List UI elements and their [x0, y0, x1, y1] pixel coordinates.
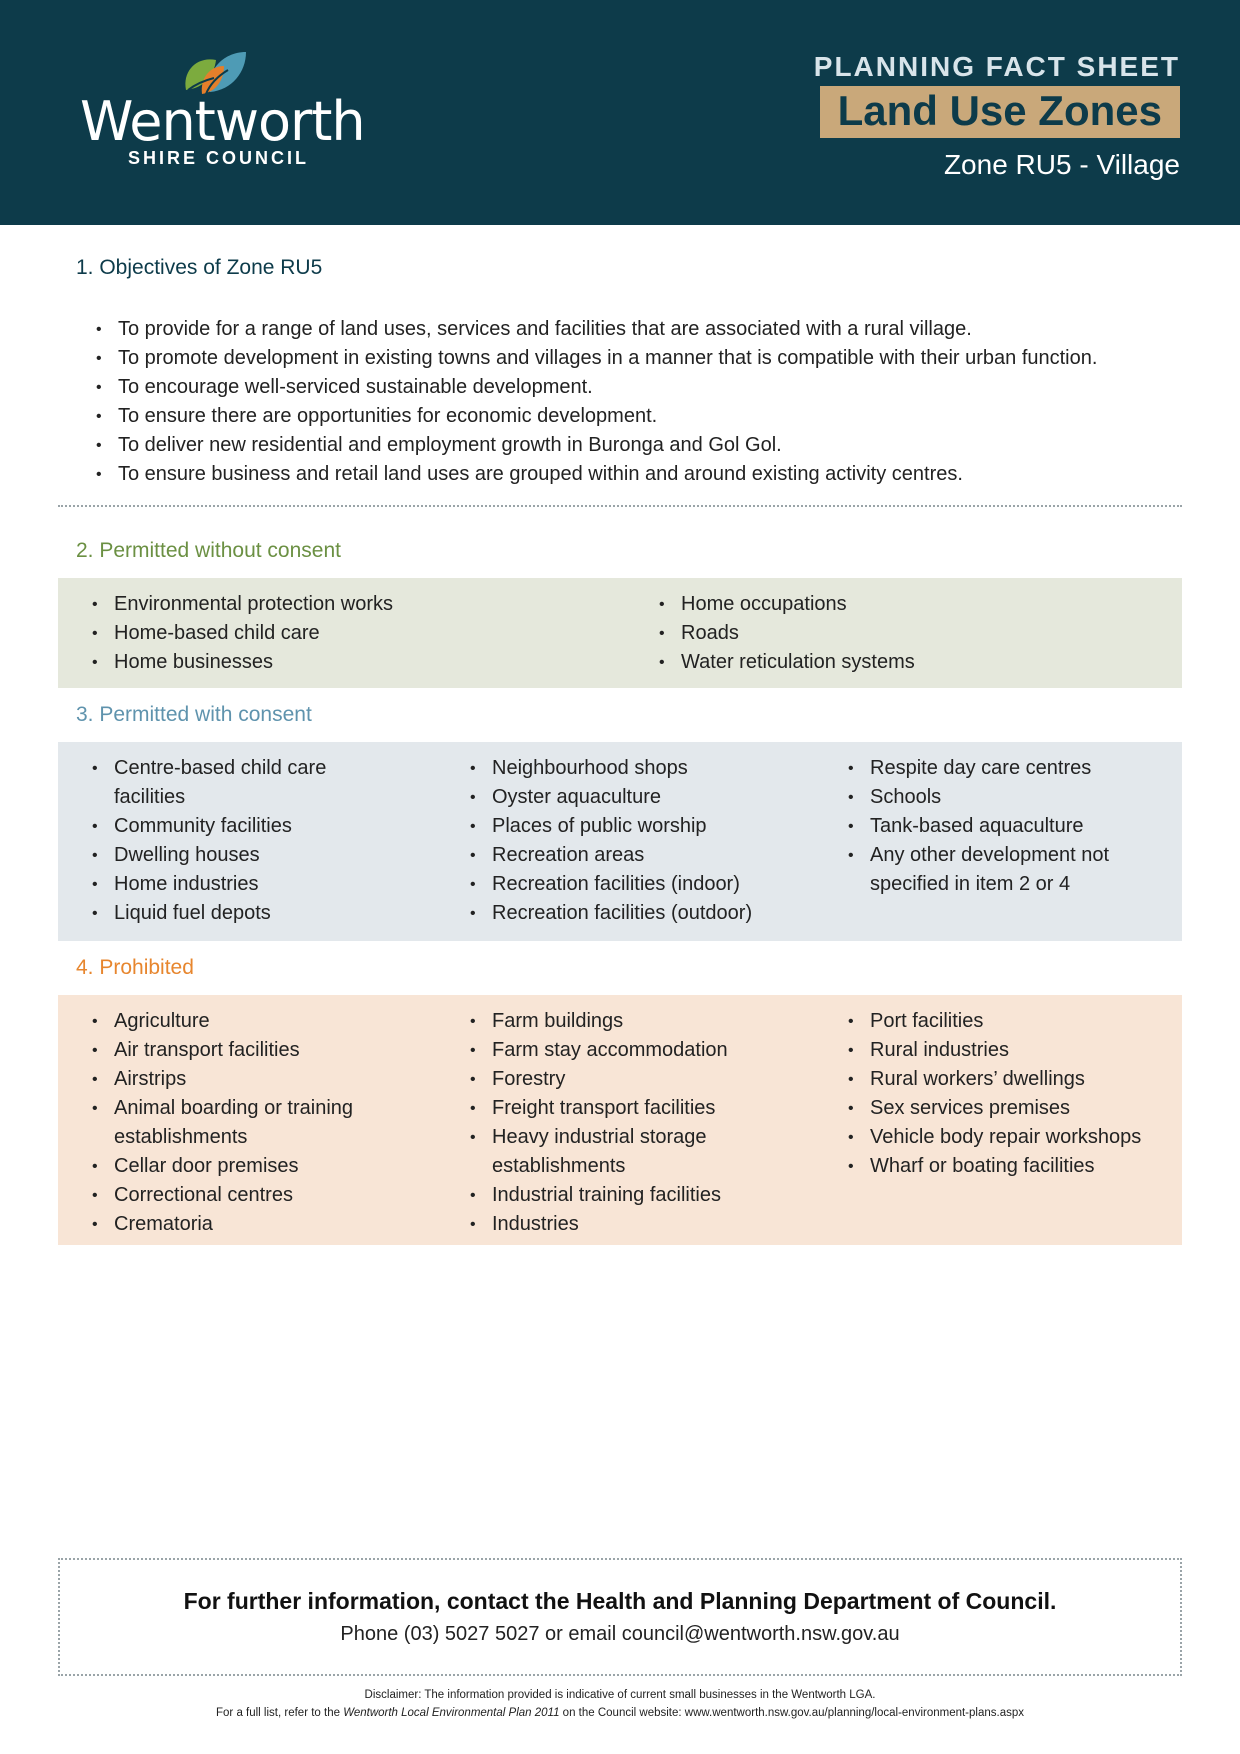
list-item: • Agriculture: [88, 1007, 388, 1036]
list-item: • Forestry: [466, 1065, 756, 1094]
with-consent-column-2: [466, 754, 816, 928]
list-item: • Roads: [655, 619, 1155, 648]
list-item: • To deliver new residential and employment growth in Buronga and Gol Gol.: [92, 431, 1172, 460]
list-item: • To ensure business and retail land uses are grouped within and around existing activity centres.: [92, 460, 1172, 489]
list-item: • Recreation facilities (outdoor): [466, 899, 816, 928]
list-item: • Heavy industrial storage establishments: [466, 1123, 756, 1181]
list-item: • Community facilities: [88, 812, 378, 841]
list-item: • To promote development in existing towns and villages in a manner that is compatible with their urban function.: [92, 344, 1172, 373]
list-item: • Recreation facilities (indoor): [466, 870, 816, 899]
list-item: • Home occupations: [655, 590, 1155, 619]
list-item: • Tank-based aquaculture: [844, 812, 1144, 841]
without-consent-column-1: [88, 590, 608, 677]
with-consent-heading: 3. Permitted with consent: [76, 703, 312, 726]
contact-box: [58, 1558, 1182, 1676]
list-item: • Centre-based child care facilities: [88, 754, 378, 812]
objectives-list: [92, 315, 1172, 489]
list-item: • Recreation areas: [466, 841, 816, 870]
lep-reference: Wentworth Local Environmental Plan 2011: [343, 1707, 560, 1719]
with-consent-column-3: [844, 754, 1144, 899]
objectives-heading: 1. Objectives of Zone RU5: [76, 256, 323, 279]
prohibited-heading: 4. Prohibited: [76, 956, 194, 979]
prohibited-column-3: [844, 1007, 1174, 1181]
list-item: • Port facilities: [844, 1007, 1174, 1036]
prohibited-panel: [58, 995, 1182, 1245]
list-item: • Correctional centres: [88, 1181, 388, 1210]
header-band: [0, 0, 1240, 225]
list-item: • Dwelling houses: [88, 841, 378, 870]
list-item: • Water reticulation systems: [655, 648, 1155, 677]
list-item: • Home-based child care: [88, 619, 608, 648]
header-title-block: [814, 50, 1180, 182]
with-consent-panel: [58, 742, 1182, 941]
list-item: • Rural industries: [844, 1036, 1174, 1065]
logo-wordmark: Wentworth: [80, 90, 365, 153]
title-box: [820, 86, 1180, 138]
list-item: • Oyster aquaculture: [466, 783, 816, 812]
list-item: • Vehicle body repair workshops: [844, 1123, 1174, 1152]
logo-subtitle: SHIRE COUNCIL: [128, 148, 310, 168]
with-consent-column-1: [88, 754, 378, 928]
list-item: • Home industries: [88, 870, 378, 899]
list-item: • Rural workers’ dwellings: [844, 1065, 1174, 1094]
contact-details[interactable]: Phone (03) 5027 5027 or email council@wentworth.nsw.gov.au: [340, 1623, 900, 1645]
prohibited-column-1: [88, 1007, 388, 1239]
section-divider: [58, 505, 1182, 507]
list-item: • Industries: [466, 1210, 756, 1239]
list-item: • Environmental protection works: [88, 590, 608, 619]
disclaimer-line-2-pre: For a full list, refer to the: [216, 1707, 344, 1719]
list-item: • To ensure there are opportunities for economic development.: [92, 402, 1172, 431]
list-item: • Any other development not specified in item 2 or 4: [844, 841, 1144, 899]
fact-sheet-kicker: PLANNING FACT SHEET: [813, 51, 1180, 82]
list-item: • Farm stay accommodation: [466, 1036, 756, 1065]
without-consent-heading: 2. Permitted without consent: [76, 539, 341, 562]
list-item: • Schools: [844, 783, 1144, 812]
list-item: • To encourage well-serviced sustainable development.: [92, 373, 1172, 402]
list-item: • Freight transport facilities: [466, 1094, 756, 1123]
disclaimer: [0, 1686, 1240, 1722]
without-consent-column-2: [655, 590, 1155, 677]
website-link[interactable]: on the Council website: www.wentworth.nsw.gov.au/planning/local-environment-plans.aspx: [559, 1707, 1024, 1719]
list-item: • Neighbourhood shops: [466, 754, 816, 783]
list-item: • Industrial training facilities: [466, 1181, 756, 1210]
list-item: • Cellar door premises: [88, 1152, 388, 1181]
list-item: • Farm buildings: [466, 1007, 756, 1036]
disclaimer-line-1: Disclaimer: The information provided is indicative of current small businesses in the Wentworth LGA.: [364, 1689, 876, 1701]
list-item: • Air transport facilities: [88, 1036, 388, 1065]
zone-subtitle: Zone RU5 - Village: [943, 149, 1180, 180]
page-title: Land Use Zones: [837, 87, 1162, 134]
list-item: • Liquid fuel depots: [88, 899, 378, 928]
prohibited-column-2: [466, 1007, 756, 1239]
list-item: • Wharf or boating facilities: [844, 1152, 1174, 1181]
list-item: • Airstrips: [88, 1065, 388, 1094]
list-item: • Animal boarding or training establishments: [88, 1094, 388, 1152]
list-item: • Crematoria: [88, 1210, 388, 1239]
without-consent-panel: [58, 578, 1182, 688]
list-item: • To provide for a range of land uses, services and facilities that are associated with a rural village.: [92, 315, 1172, 344]
list-item: • Places of public worship: [466, 812, 816, 841]
list-item: • Home businesses: [88, 648, 608, 677]
list-item: • Sex services premises: [844, 1094, 1174, 1123]
disclaimer-line-2: [0, 1704, 1240, 1722]
council-logo[interactable]: [80, 50, 380, 180]
list-item: • Respite day care centres: [844, 754, 1144, 783]
contact-title: For further information, contact the Health and Planning Department of Council.: [183, 1588, 1057, 1614]
